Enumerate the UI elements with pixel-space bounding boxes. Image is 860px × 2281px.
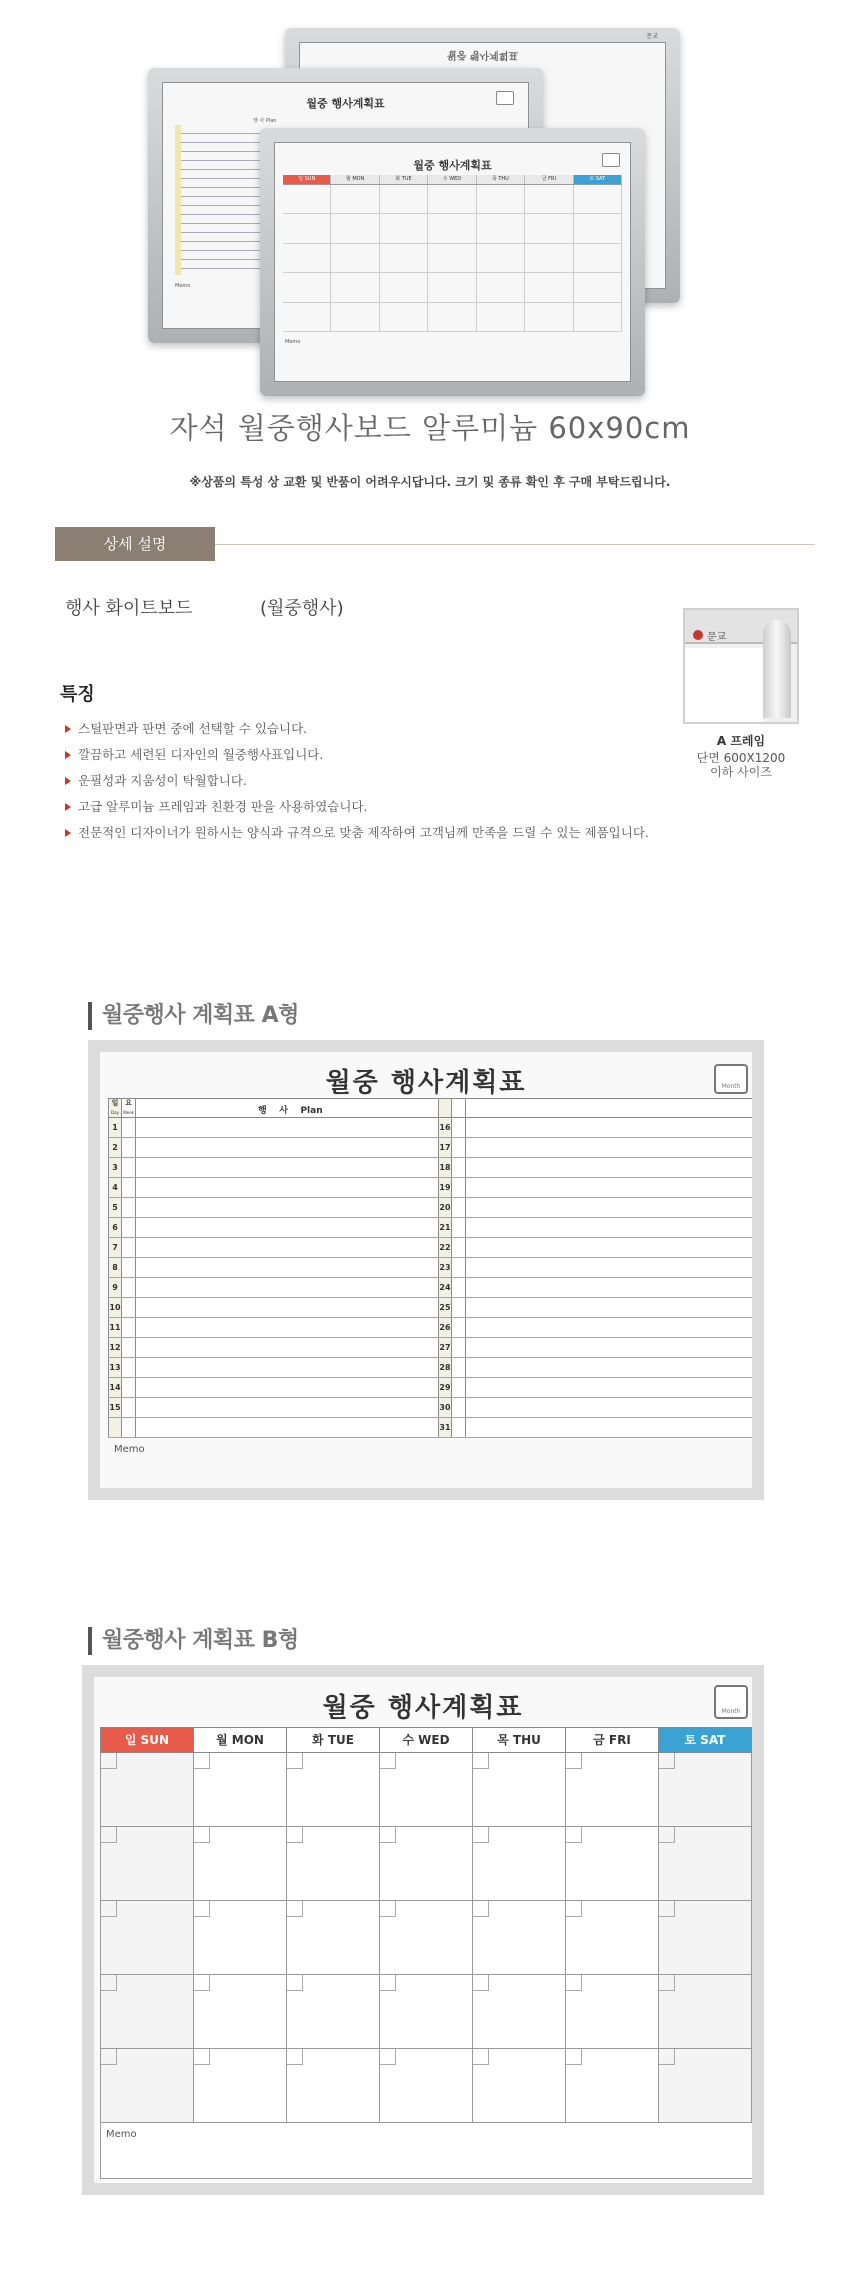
calendar-cell <box>101 1753 194 1827</box>
week-cell <box>452 1118 466 1137</box>
calendar-cell <box>194 2049 287 2123</box>
board-a <box>88 1040 764 1500</box>
board-a-memo-label: Memo <box>114 1444 145 1455</box>
day-number: 2 <box>108 1138 122 1157</box>
table-row <box>108 1258 752 1278</box>
calendar-cell <box>473 2049 566 2123</box>
day-number: 28 <box>438 1358 452 1377</box>
description-part1: 행사 화이트보드 <box>65 598 193 619</box>
week-cell <box>452 1258 466 1277</box>
board-a-month-box <box>714 1064 748 1094</box>
day-number: 26 <box>438 1318 452 1337</box>
hero-day-thu: 목 THU <box>477 175 525 184</box>
frame-spec-note: 이하 사이즈 <box>710 765 772 779</box>
date-box <box>659 1901 675 1917</box>
calendar-cell <box>380 1753 473 1827</box>
frame-corner-shape <box>763 620 791 718</box>
calendar-cell <box>194 1901 287 1975</box>
date-box <box>380 1753 396 1769</box>
day-number: 10 <box>108 1298 122 1317</box>
hero-middle-memo: Memo <box>175 283 191 289</box>
board-a-rows <box>108 1118 752 1438</box>
week-cell <box>122 1398 136 1417</box>
week-cell <box>122 1378 136 1397</box>
day-number: 16 <box>438 1118 452 1137</box>
board-a-col-week-label: 요 <box>125 1099 132 1107</box>
day-number: 23 <box>438 1258 452 1277</box>
day-number: 30 <box>438 1398 452 1417</box>
table-row <box>108 1278 752 1298</box>
week-cell <box>122 1198 136 1217</box>
table-row <box>108 1318 752 1338</box>
board-b-memo-label: Memo <box>106 2129 137 2140</box>
date-box <box>287 1827 303 1843</box>
board-a-col-day <box>108 1099 122 1117</box>
calendar-cell <box>101 1975 194 2049</box>
calendar-cell <box>287 1901 380 1975</box>
calendar-cell <box>287 2049 380 2123</box>
calendar-cell <box>287 1753 380 1827</box>
calendar-cell <box>380 2049 473 2123</box>
calendar-cell <box>659 1827 752 1901</box>
board-a-title: 월중 행사계획표 <box>325 1068 527 1098</box>
board-a-right-header-week <box>452 1099 466 1117</box>
table-row <box>108 1378 752 1398</box>
date-box <box>101 2049 117 2065</box>
date-box <box>566 1901 582 1917</box>
calendar-cell <box>287 1975 380 2049</box>
day-number: 22 <box>438 1238 452 1257</box>
calendar-cell <box>194 1753 287 1827</box>
week-cell <box>452 1418 466 1437</box>
board-b-day-wed: 수 WED <box>380 1727 473 1753</box>
date-box <box>473 1827 489 1843</box>
hero-day-mon: 월 MON <box>331 175 379 184</box>
calendar-cell <box>101 1827 194 1901</box>
date-box <box>473 1975 489 1991</box>
board-b-title: 월중 행사계획표 <box>322 1693 524 1723</box>
week-cell <box>122 1158 136 1177</box>
table-row <box>108 1418 752 1438</box>
table-row <box>108 1238 752 1258</box>
calendar-cell <box>473 1827 566 1901</box>
week-cell <box>452 1238 466 1257</box>
board-b-day-fri: 금 FRI <box>566 1727 659 1753</box>
board-a-header-row <box>108 1098 752 1118</box>
week-cell <box>122 1418 136 1437</box>
date-box <box>101 1975 117 1991</box>
calendar-cell <box>194 1827 287 1901</box>
section-tab-details: 상세 설명 <box>55 527 215 561</box>
frame-thumbnail <box>683 608 799 724</box>
day-number: 15 <box>108 1398 122 1417</box>
board-a-col-week-sub: Week <box>123 1110 134 1115</box>
week-cell <box>452 1298 466 1317</box>
hero-day-fri: 금 FRI <box>525 175 573 184</box>
feature-item: 고급 알루미늄 프레임과 친환경 판을 사용하였습니다. <box>60 794 649 820</box>
board-a-col-day-sub: Day <box>111 1110 119 1115</box>
calendar-cell <box>566 2049 659 2123</box>
week-cell <box>122 1238 136 1257</box>
date-box <box>473 2049 489 2065</box>
board-b-day-mon: 월 MON <box>194 1727 287 1753</box>
frame-board-surface <box>685 648 763 722</box>
table-row <box>108 1298 752 1318</box>
calendar-cell <box>566 1827 659 1901</box>
board-a-month-label: Month <box>721 1083 741 1090</box>
date-box <box>101 1753 117 1769</box>
week-cell <box>122 1298 136 1317</box>
frame-spec-size: 단면 600X1200 <box>696 751 786 765</box>
hero-board-front <box>260 128 645 396</box>
week-cell <box>122 1358 136 1377</box>
hero-day-tue: 화 TUE <box>380 175 428 184</box>
board-b-surface <box>94 1677 752 2183</box>
board-b-heading: 월중행사 계획표 B형 <box>88 1627 299 1655</box>
product-title: 자석 월중행사보드 알루미늄 60x90cm <box>169 411 691 445</box>
date-box <box>287 1901 303 1917</box>
date-box <box>287 1753 303 1769</box>
board-b-month-label: Month <box>721 1708 741 1715</box>
date-box <box>194 1901 210 1917</box>
board-b-day-sat: 토 SAT <box>659 1727 752 1753</box>
day-number: 27 <box>438 1338 452 1357</box>
date-box <box>473 1753 489 1769</box>
calendar-cell <box>380 1975 473 2049</box>
date-box <box>380 2049 396 2065</box>
date-box <box>473 1901 489 1917</box>
hero-front-memo: Memo <box>285 339 301 345</box>
frame-logo-dot <box>693 630 703 640</box>
board-b-day-tue: 화 TUE <box>287 1727 380 1753</box>
hero-middle-plan-label: 행 사 Plan <box>253 118 277 124</box>
week-cell <box>452 1278 466 1297</box>
calendar-cell <box>380 1901 473 1975</box>
calendar-cell <box>473 1753 566 1827</box>
board-a-heading: 월중행사 계획표 A형 <box>88 1002 299 1030</box>
hero-front-weekday-header <box>283 175 622 184</box>
day-number: 17 <box>438 1138 452 1157</box>
hero-day-sun: 일 SUN <box>283 175 331 184</box>
week-cell <box>452 1378 466 1397</box>
day-number: 9 <box>108 1278 122 1297</box>
week-cell <box>452 1358 466 1377</box>
date-box <box>194 1753 210 1769</box>
date-box <box>380 1975 396 1991</box>
week-cell <box>452 1398 466 1417</box>
date-box <box>287 1975 303 1991</box>
board-b-day-sun: 일 SUN <box>101 1727 194 1753</box>
day-number: 11 <box>108 1318 122 1337</box>
frame-name: A 프레임 <box>716 734 766 748</box>
table-row <box>108 1158 752 1178</box>
week-cell <box>122 1318 136 1337</box>
feature-item: 운필성과 지움성이 탁월합니다. <box>60 768 649 794</box>
day-number: 31 <box>438 1418 452 1437</box>
week-cell <box>452 1198 466 1217</box>
day-number: 5 <box>108 1198 122 1217</box>
week-cell <box>122 1278 136 1297</box>
day-number: 18 <box>438 1158 452 1177</box>
week-cell <box>122 1338 136 1357</box>
board-b-month-box <box>714 1685 748 1719</box>
description-part2: (월중행사) <box>260 598 344 619</box>
week-cell <box>452 1338 466 1357</box>
day-number: 21 <box>438 1218 452 1237</box>
hero-middle-month-box <box>496 91 514 105</box>
date-box <box>566 1753 582 1769</box>
product-notice: ※상품의 특성 상 교환 및 반품이 어려우시답니다. 크기 및 종류 확인 후 구매 부탁드립니다. <box>189 475 671 489</box>
hero-day-sat: 토 SAT <box>574 175 622 184</box>
day-number: 20 <box>438 1198 452 1217</box>
week-cell <box>122 1258 136 1277</box>
date-box <box>380 1901 396 1917</box>
date-box <box>566 1827 582 1843</box>
date-box <box>566 1975 582 1991</box>
date-box <box>566 2049 582 2065</box>
hero-board-front-face <box>274 142 631 382</box>
feature-item: 전문적인 디자이너가 원하시는 양식과 규격으로 맞춤 제작하여 고객님께 만족을 드릴 수 있는 제품입니다. <box>60 820 649 846</box>
board-b-calendar-grid <box>100 1753 752 2123</box>
hero-day-wed: 수 WED <box>428 175 476 184</box>
day-number: 1 <box>108 1118 122 1137</box>
calendar-cell <box>473 1901 566 1975</box>
day-number: 4 <box>108 1178 122 1197</box>
calendar-cell <box>101 2049 194 2123</box>
week-cell <box>452 1318 466 1337</box>
week-cell <box>452 1158 466 1177</box>
calendar-cell <box>473 1975 566 2049</box>
calendar-cell <box>659 1975 752 2049</box>
calendar-cell <box>659 1753 752 1827</box>
hero-front-title: 월중 행사계획표 <box>413 159 492 172</box>
features-title: 특징 <box>60 684 95 705</box>
board-a-col-day-label: 일 <box>111 1099 119 1107</box>
board-b-day-thu: 목 THU <box>473 1727 566 1753</box>
day-number: 14 <box>108 1378 122 1397</box>
date-box <box>659 1975 675 1991</box>
week-cell <box>452 1218 466 1237</box>
date-box <box>101 1827 117 1843</box>
date-box <box>659 1753 675 1769</box>
section-divider <box>215 544 815 545</box>
date-box <box>194 2049 210 2065</box>
calendar-cell <box>566 1975 659 2049</box>
board-b <box>82 1665 764 2195</box>
table-row <box>108 1178 752 1198</box>
calendar-cell <box>287 1827 380 1901</box>
board-a-plan-label: 행 사 Plan <box>258 1106 323 1116</box>
week-cell <box>452 1138 466 1157</box>
calendar-cell <box>566 1753 659 1827</box>
date-box <box>194 1827 210 1843</box>
frame-logo-text: 문교 <box>707 632 727 643</box>
board-a-right-header-num <box>438 1099 452 1117</box>
date-box <box>659 2049 675 2065</box>
hero-back-logo: 문교 <box>646 33 658 40</box>
table-row <box>108 1118 752 1138</box>
board-b-weekday-header <box>100 1727 752 1753</box>
day-number: 24 <box>438 1278 452 1297</box>
day-number: 8 <box>108 1258 122 1277</box>
hero-middle-title: 월중 행사계획표 <box>306 97 385 110</box>
week-cell <box>122 1218 136 1237</box>
day-number: 29 <box>438 1378 452 1397</box>
hero-front-calendar-grid <box>283 184 622 332</box>
week-cell <box>452 1178 466 1197</box>
feature-item: 스틸판면과 판면 중에 선택할 수 있습니다. <box>60 716 649 742</box>
table-row <box>108 1138 752 1158</box>
calendar-cell <box>566 1901 659 1975</box>
features-list <box>60 716 649 846</box>
table-row <box>108 1358 752 1378</box>
date-box <box>194 1975 210 1991</box>
date-box <box>101 1901 117 1917</box>
week-cell <box>122 1138 136 1157</box>
day-number: 6 <box>108 1218 122 1237</box>
table-row <box>108 1398 752 1418</box>
board-a-surface <box>100 1052 752 1488</box>
table-row <box>108 1218 752 1238</box>
week-cell <box>122 1118 136 1137</box>
calendar-cell <box>380 1827 473 1901</box>
calendar-cell <box>659 2049 752 2123</box>
calendar-cell <box>659 1901 752 1975</box>
calendar-cell <box>194 1975 287 2049</box>
hero-back-title: 월중 행사계획표 <box>446 49 519 60</box>
week-cell <box>122 1178 136 1197</box>
table-row <box>108 1198 752 1218</box>
day-number: 25 <box>438 1298 452 1317</box>
board-a-col-week <box>122 1099 136 1117</box>
date-box <box>287 2049 303 2065</box>
day-number: 19 <box>438 1178 452 1197</box>
hero-front-month-box <box>602 153 620 167</box>
day-number: 3 <box>108 1158 122 1177</box>
board-b-memo-area <box>100 2123 752 2179</box>
day-number: 12 <box>108 1338 122 1357</box>
date-box <box>380 1827 396 1843</box>
day-number: 7 <box>108 1238 122 1257</box>
day-number-empty <box>108 1418 122 1437</box>
feature-item: 깔끔하고 세련된 디자인의 월중행사표입니다. <box>60 742 649 768</box>
day-number: 13 <box>108 1358 122 1377</box>
calendar-cell <box>101 1901 194 1975</box>
date-box <box>659 1827 675 1843</box>
table-row <box>108 1338 752 1358</box>
